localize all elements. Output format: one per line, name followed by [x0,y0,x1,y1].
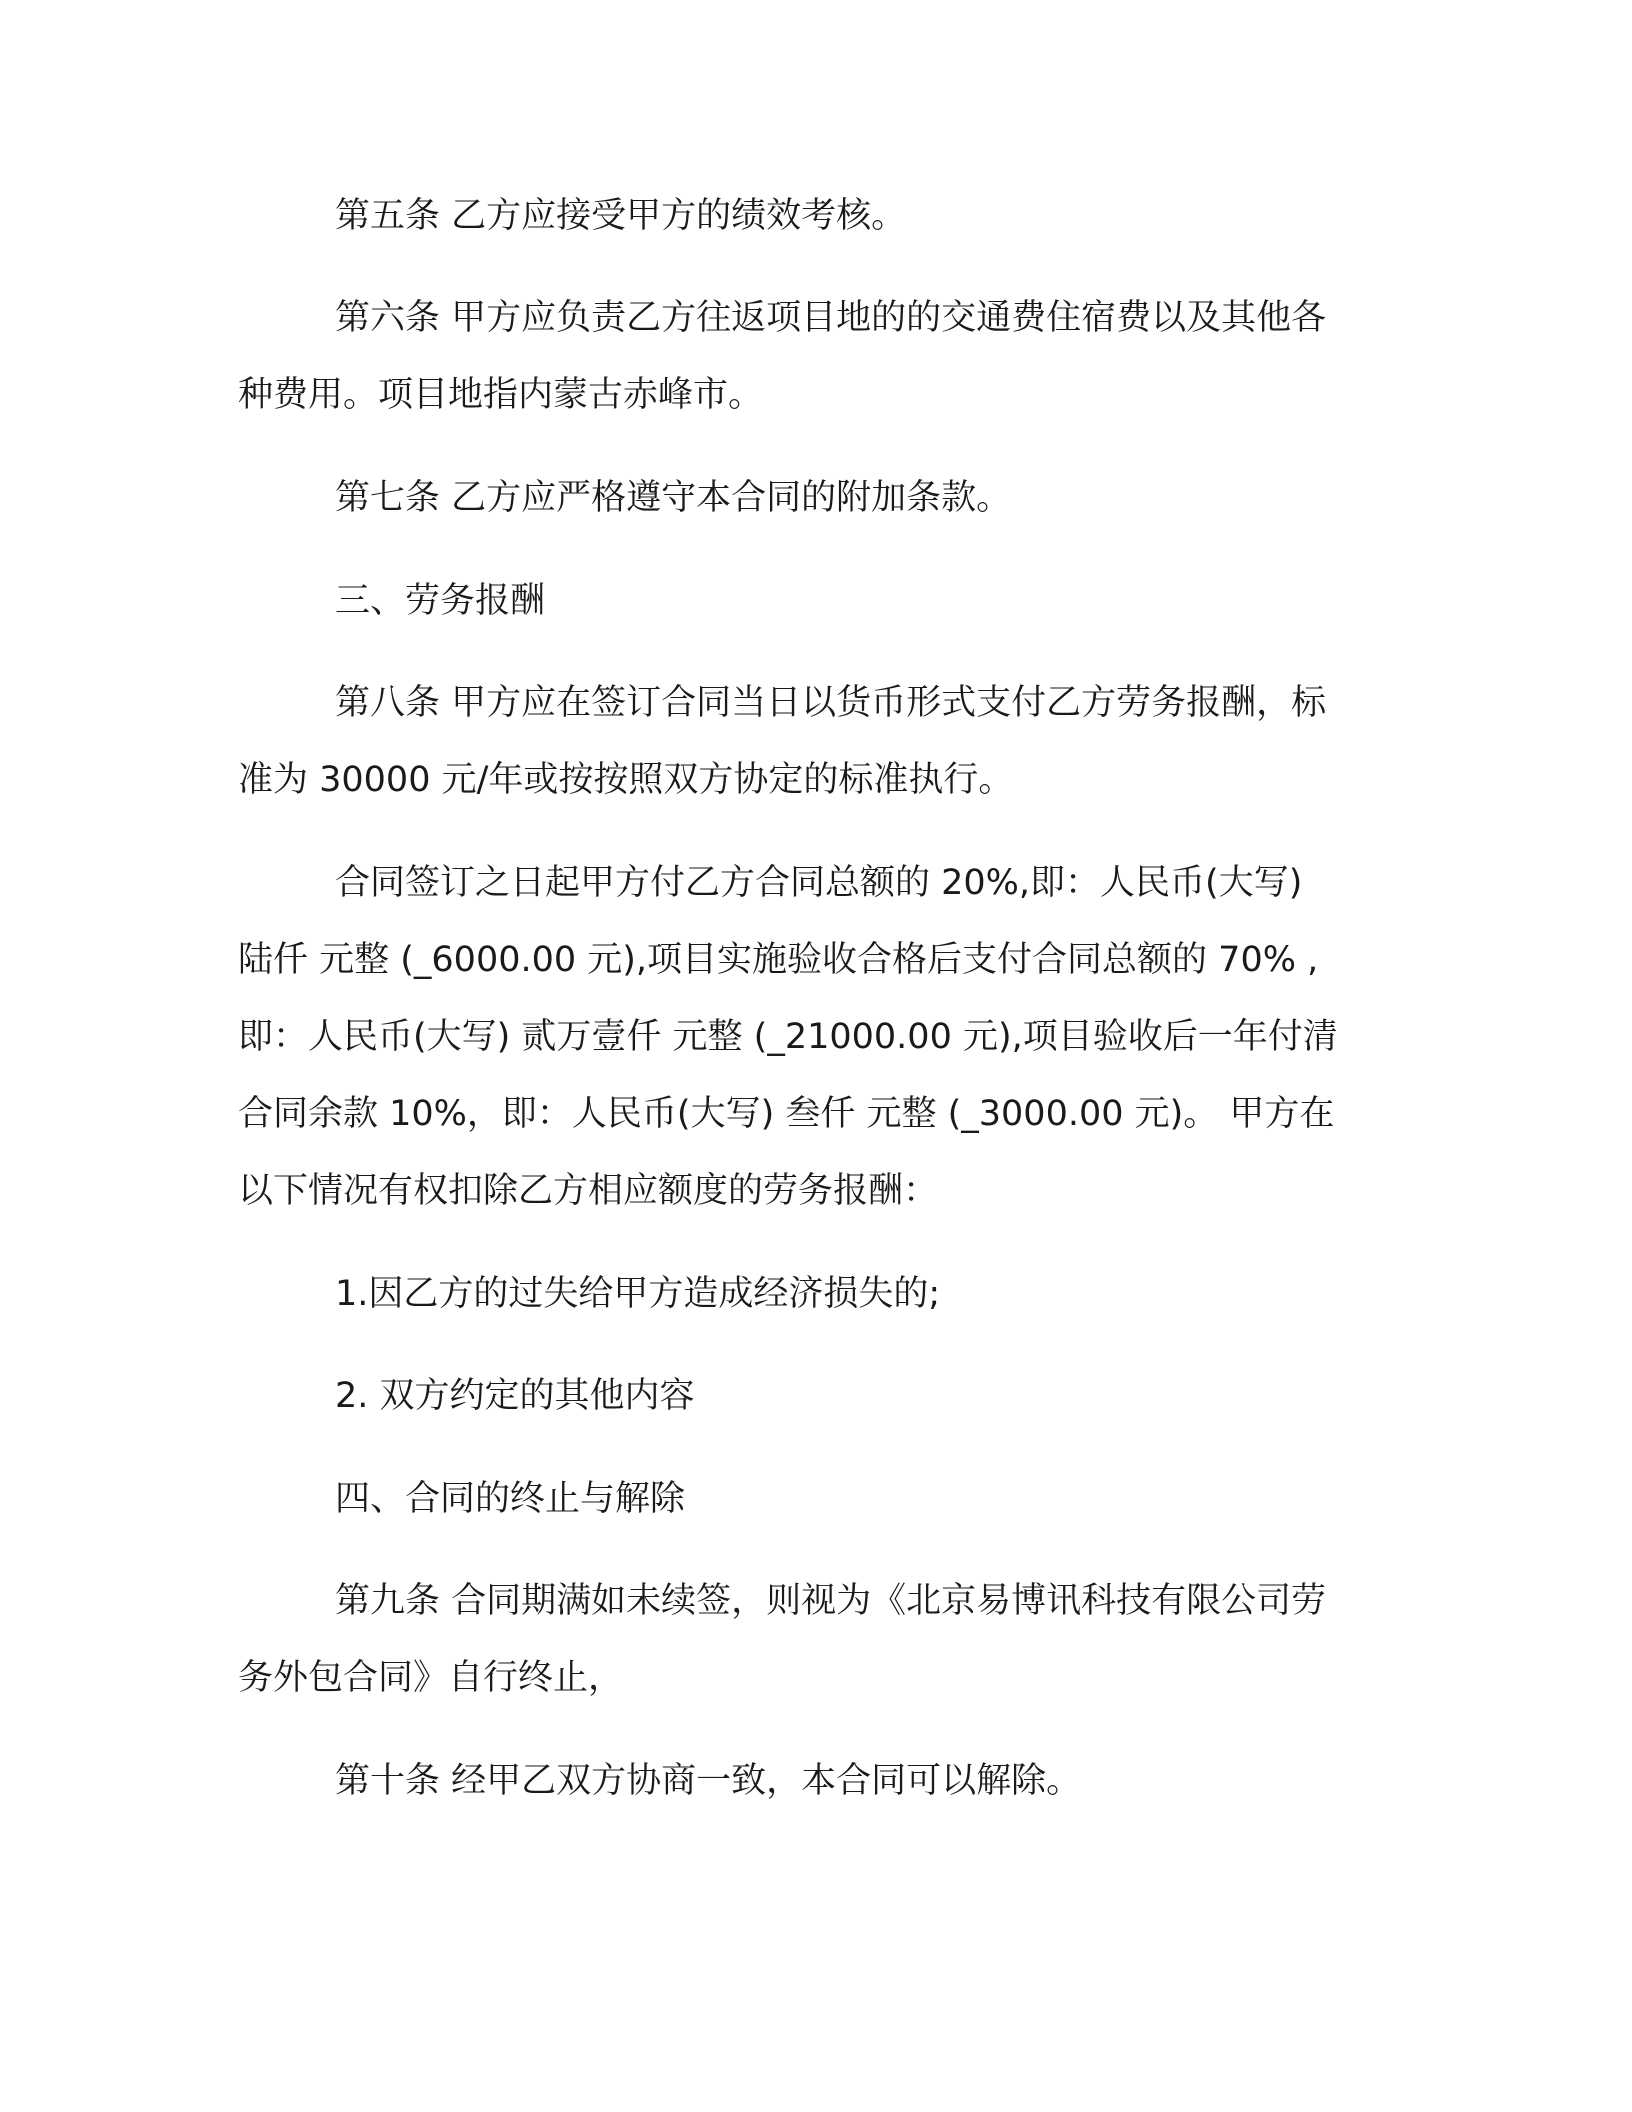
payment-line-5: 以下情况有权扣除乙方相应额度的劳务报酬： [238,1171,939,1211]
article-9-line-1: 第九条 合同期满如未续签，则视为《北京易博讯科技有限公司劳 [335,1581,1327,1621]
section-3-heading: 三、劳务报酬 [335,581,546,621]
article-9-line-2: 务外包合同》自行终止， [238,1658,624,1698]
section-4-heading: 四、合同的终止与解除 [335,1479,686,1519]
payment-line-1: 合同签订之日起甲方付乙方合同总额的 20%,即：人民币(大写) [335,863,1303,903]
article-10-line-1: 第十条 经甲乙双方协商一致，本合同可以解除。 [335,1761,1082,1801]
article-7-line-1: 第七条 乙方应严格遵守本合同的附加条款。 [335,478,1012,518]
article-8-line-2: 准为 30000 元/年或按按照双方协定的标准执行。 [238,760,1014,800]
payment-line-4: 合同余款 10%，即：人民币(大写) 叁仟 元整 (_3000.00 元)。 甲方在 [238,1094,1335,1134]
deduction-item-1: 1.因乙方的过失给甲方造成经济损失的; [335,1274,941,1314]
article-8-line-1: 第八条 甲方应在签订合同当日以货币形式支付乙方劳务报酬，标 [335,683,1327,723]
deduction-item-2: 2. 双方约定的其他内容 [335,1376,695,1416]
article-5-line-1: 第五条 乙方应接受甲方的绩效考核。 [335,196,907,236]
payment-line-2: 陆仟 元整 (_6000.00 元),项目实施验收合格后支付合同总额的 70% , [238,940,1319,980]
article-6-line-1: 第六条 甲方应负责乙方往返项目地的的交通费住宿费以及其他各 [335,298,1327,338]
article-6-line-2: 种费用。项目地指内蒙古赤峰市。 [238,375,764,415]
payment-line-3: 即：人民币(大写) 贰万壹仟 元整 (_21000.00 元),项目验收后一年付清 [238,1017,1338,1057]
